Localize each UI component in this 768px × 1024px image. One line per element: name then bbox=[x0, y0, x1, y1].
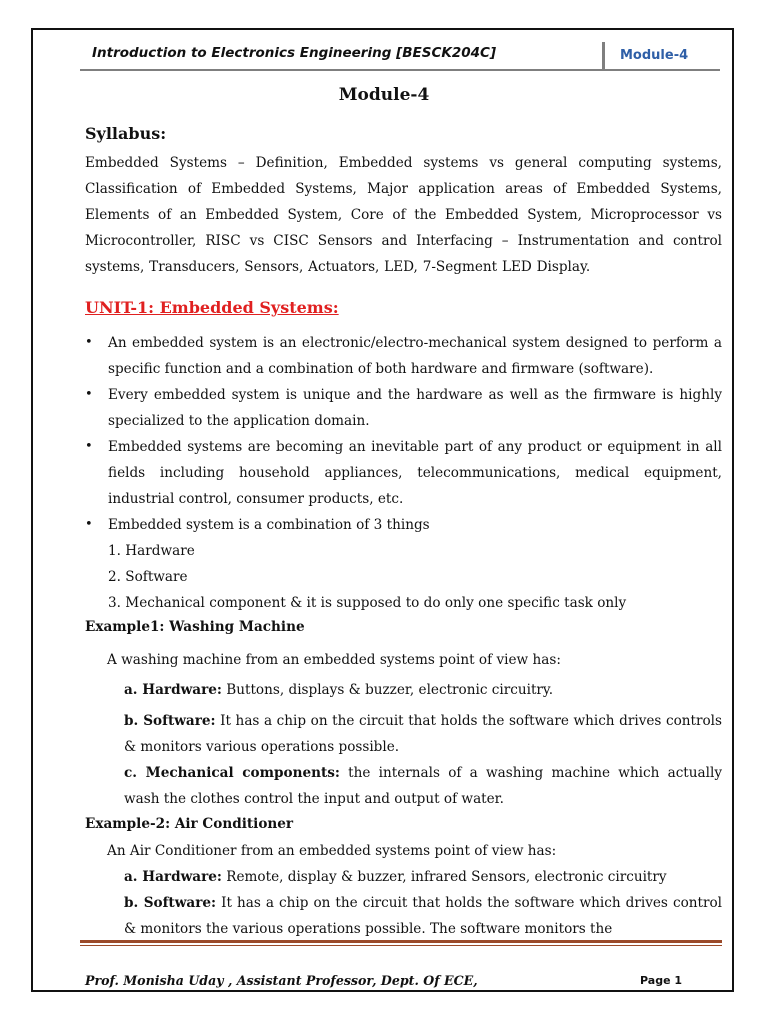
example1-item-c bbox=[124, 760, 722, 812]
example1-a-text: Buttons, displays & buzzer, electronic circuitry. bbox=[221, 682, 554, 698]
module-title: Module-4 bbox=[338, 85, 430, 105]
bullet-icon: • bbox=[85, 387, 93, 402]
unit-heading: UNIT-1: Embedded Systems: bbox=[85, 298, 339, 317]
footer-rule-thin bbox=[80, 945, 722, 946]
example1-b-text: It has a chip on the circuit that holds the software which drives controls & monitors various operations possible. bbox=[124, 713, 722, 755]
things-item: 1. Hardware bbox=[108, 543, 195, 559]
bullet-text: Every embedded system is unique and the hardware as well as the firmware is highly specialized to the application domain. bbox=[108, 387, 722, 429]
things-item: 2. Software bbox=[108, 569, 188, 585]
things-item: 3. Mechanical component & it is supposed to do only one specific task only bbox=[108, 595, 627, 611]
things-list bbox=[85, 538, 722, 616]
example1-intro: A washing machine from an embedded systems point of view has: bbox=[107, 652, 561, 668]
bullet-icon: • bbox=[85, 517, 93, 532]
page-header bbox=[80, 40, 720, 70]
example1-item-b bbox=[124, 708, 722, 760]
example2-heading: Example-2: Air Conditioner bbox=[85, 816, 294, 832]
header-rule bbox=[80, 69, 720, 71]
example1-a-label: a. Hardware: bbox=[124, 682, 222, 698]
footer-rule bbox=[80, 940, 722, 943]
bullet-text: An embedded system is an electronic/electro-mechanical system designed to perform a specific function and a combination of both hardware and firmware (software). bbox=[108, 335, 722, 377]
example2-item-a bbox=[124, 864, 722, 890]
header-separator bbox=[602, 42, 605, 70]
example1-c-label: c. Mechanical components: bbox=[124, 765, 340, 781]
example2-a-text: Remote, display & buzzer, infrared Sensors, electronic circuitry bbox=[221, 869, 667, 885]
example1-b-label: b. Software: bbox=[124, 713, 216, 729]
example1-heading: Example1: Washing Machine bbox=[85, 619, 305, 635]
page-number: Page 1 bbox=[640, 974, 683, 987]
example2-item-b bbox=[124, 890, 722, 942]
bullet-item bbox=[85, 512, 722, 616]
header-title: Introduction to Electronics Engineering [BESCK204C] bbox=[92, 45, 497, 61]
example1-c-text: the internals of a washing machine which actually wash the clothes control the input and output of water. bbox=[124, 765, 722, 807]
syllabus-heading: Syllabus: bbox=[85, 124, 167, 143]
bullet-item bbox=[85, 330, 722, 382]
syllabus-text: Embedded Systems – Definition, Embedded systems vs general computing systems, Classification of Embedded Systems, Major application areas of Embedded Systems, Elements of an Embedded System, Core of the Embedded System, Microprocessor vs Microcontroller, RISC vs CISC Sensors and Interfacing – Instrumentation and control systems, Transducers, Sensors, Actuators, LED, 7-Segment LED Display. bbox=[85, 155, 722, 275]
bullet-text: Embedded system is a combination of 3 things bbox=[108, 517, 430, 533]
bullet-icon: • bbox=[85, 335, 93, 350]
example2-b-label: b. Software: bbox=[124, 895, 217, 911]
example2-b-text: It has a chip on the circuit that holds the software which drives control & monitors the various operations possible. The software monitors the bbox=[124, 895, 722, 937]
bullet-item bbox=[85, 382, 722, 434]
unit-bullet-list bbox=[85, 330, 722, 616]
example1-item-a bbox=[124, 677, 722, 703]
footer-author: Prof. Monisha Uday , Assistant Professor, Dept. Of ECE, bbox=[85, 973, 478, 988]
bullet-item bbox=[85, 434, 722, 512]
example2-intro: An Air Conditioner from an embedded systems point of view has: bbox=[107, 843, 557, 859]
bullet-text: Embedded systems are becoming an inevitable part of any product or equipment in all fields including household appliances, telecommunications, medical equipment, industrial control, consumer products, etc. bbox=[108, 439, 722, 507]
bullet-icon: • bbox=[85, 439, 93, 454]
header-module-label: Module-4 bbox=[620, 48, 689, 63]
example2-a-label: a. Hardware: bbox=[124, 869, 222, 885]
